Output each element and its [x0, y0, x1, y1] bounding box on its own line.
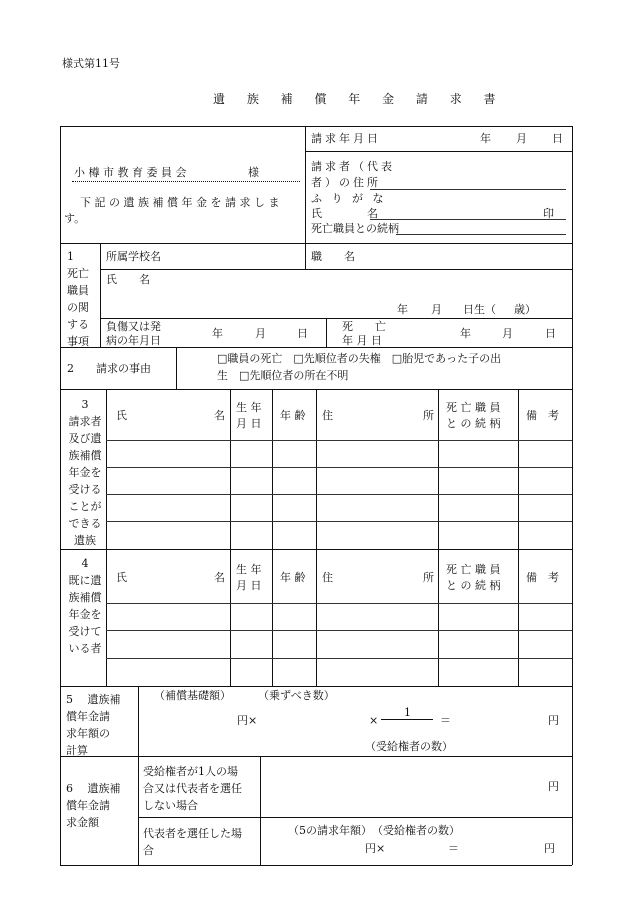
page-title: 遺 族 補 償 年 金 請 求 書	[213, 92, 505, 106]
section2-label: 2 請求の事由	[67, 362, 151, 375]
s3-col-addr-b: 所	[423, 409, 434, 422]
s4-col-birth-1: 生 年	[236, 563, 262, 576]
s3-col-birth-2: 月 日	[236, 417, 262, 430]
request-date-day: 日	[552, 132, 563, 145]
section6-label: 6 遺族補 償年金請 求金額	[66, 782, 121, 829]
s4-col-age: 年 齢	[280, 571, 306, 584]
claimant-name-label: 氏 名	[311, 207, 381, 220]
case2-yen: 円	[544, 842, 555, 855]
deceased-name-label: 氏 名	[106, 273, 150, 286]
s5-times: ×	[369, 714, 379, 727]
birth-age: 歳）	[514, 303, 536, 316]
s3-col-name-b: 名	[214, 409, 225, 422]
s4-col-name-a: 氏	[116, 571, 127, 584]
s5-yen: 円	[548, 714, 559, 727]
s3-col-age: 年 齢	[280, 409, 306, 422]
death-month: 月	[502, 327, 513, 340]
fraction-bar	[381, 719, 433, 720]
s4-col-addr-b: 所	[423, 571, 434, 584]
s4-col-name-b: 名	[214, 571, 225, 584]
request-date-month: 月	[516, 132, 527, 145]
reason-options-line1[interactable]: □職員の死亡 □先順位者の失権 □胎児であった子の出	[217, 352, 502, 365]
s5-yen-times: 円×	[237, 714, 258, 727]
s4-col-addr-a: 住	[322, 571, 333, 584]
beneficiary-count-label: （受給権者の数）	[365, 740, 453, 753]
request-statement-line2: す。	[64, 212, 86, 225]
s4-col-relation-1: 死 亡 職 員	[446, 563, 501, 576]
section4-label: 4 既に遺 族補償 年金を 受けて いる者	[68, 557, 102, 655]
death-day: 日	[545, 327, 556, 340]
s4-col-birth-2: 月 日	[236, 579, 262, 592]
claimant-label-line2: 者）の住所	[311, 176, 381, 189]
job-title-label: 職 名	[311, 250, 355, 263]
s3-col-name-a: 氏	[116, 409, 127, 422]
furigana-label: ふ り が な	[311, 192, 387, 205]
multiplier-label: （乗ずべき数）	[258, 689, 335, 702]
addressee: 小 樽 市 教 育 委 員 会	[74, 166, 187, 179]
request-date-year: 年	[480, 132, 491, 145]
s4-col-relation-2: と の 続 柄	[446, 579, 501, 592]
relation-field[interactable]	[396, 234, 566, 235]
case2-yen-times: 円×	[365, 842, 386, 855]
case2-equals: ＝	[448, 842, 459, 855]
school-label: 所属学校名	[106, 250, 161, 263]
s5-numerator: 1	[404, 706, 411, 719]
death-date-label-line2: 年 月 日	[342, 334, 382, 347]
case1-label: 受給権者が1人の場 合又は代表者を選任 しない場合	[143, 765, 242, 812]
s3-col-relation-1: 死 亡 職 員	[446, 401, 501, 414]
death-year: 年	[460, 327, 471, 340]
reason-options-line2[interactable]: 生 □先順位者の所在不明	[217, 369, 349, 382]
relation-label: 死亡職員との続柄	[311, 222, 399, 235]
s3-col-birth-1: 生 年	[236, 401, 262, 414]
case2-formula-label: （5の請求年額） （受給権者の数）	[288, 824, 460, 837]
injury-date-label-line2: 病の年月日	[106, 334, 161, 347]
s4-col-note: 備 考	[526, 571, 559, 584]
injury-day: 日	[297, 327, 308, 340]
section5-label: 5 遺族補 償年金請 求年額の 計算	[66, 693, 121, 757]
section1-label: 1 死亡 職員 の関 する 事項	[67, 250, 89, 348]
birth-day: 日生（	[463, 303, 496, 316]
claimant-address-field[interactable]	[370, 189, 566, 190]
claimant-label-line1: 請求者（代表	[311, 160, 395, 173]
request-statement-line1: 下 記 の 遺 族 補 償 年 金 を 請 求 し ま	[80, 196, 280, 209]
s5-equals: ＝	[440, 714, 451, 727]
base-amount-label: （補償基礎額）	[154, 689, 231, 702]
death-date-label-line1: 死 亡	[342, 320, 386, 333]
s3-col-addr-a: 住	[322, 409, 333, 422]
s3-col-relation-2: と の 続 柄	[446, 417, 501, 430]
injury-month: 月	[255, 327, 266, 340]
form-number: 様式第11号	[62, 57, 120, 70]
addressee-underline	[72, 181, 300, 182]
injury-year: 年	[212, 327, 223, 340]
request-date-label: 請求年月日	[311, 132, 381, 145]
case1-yen: 円	[548, 780, 559, 793]
birth-month: 月	[431, 303, 442, 316]
addressee-suffix: 様	[248, 166, 259, 179]
case2-label: 代表者を選任した場 合	[143, 827, 242, 857]
seal-mark: 印	[543, 207, 554, 220]
injury-date-label-line1: 負傷又は発	[106, 320, 161, 333]
section3-label: 3 請求者 及び遺 族補償 年金を 受ける ことが できる 遺族	[68, 398, 102, 547]
birth-year: 年	[397, 303, 408, 316]
claimant-name-field[interactable]	[370, 219, 566, 220]
s3-col-note: 備 考	[526, 409, 559, 422]
